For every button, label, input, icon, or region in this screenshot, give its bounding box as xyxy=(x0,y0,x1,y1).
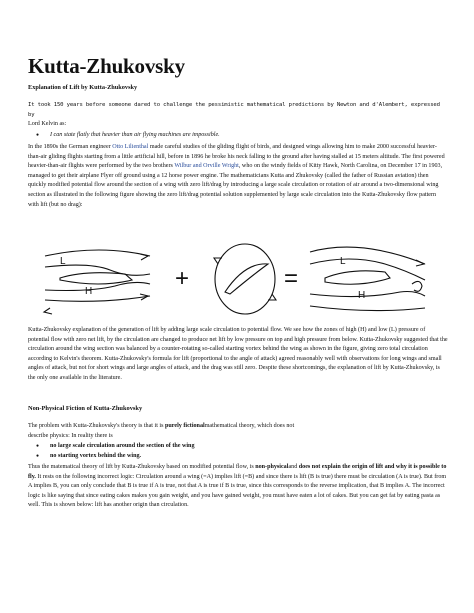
label-high-left: H xyxy=(85,286,93,297)
history-paragraph xyxy=(28,143,448,210)
page-title: Kutta-Zhukovsky xyxy=(28,54,185,78)
problem-text-bold: purely fictional xyxy=(165,423,205,429)
bullet-item-vortex xyxy=(36,452,141,461)
history-text-b: made careful studies of the gliding flight of birds, and designed wings allowing him to make 2000 successful heavier-than-air gliding flights starting from a little artificial hill, before in 1896 he broke his neck falling to the ground after having stalled at 15 meters altitude. The first powered heavier-than-air flights were performed by the two brothers xyxy=(28,144,445,170)
problem-paragraph xyxy=(28,422,448,441)
bullet-text-vortex: no starting vortex behind the wing. xyxy=(50,453,142,459)
label-low-left: L xyxy=(60,256,66,267)
kelvin-quote-item xyxy=(36,131,220,140)
kutta-zhukovsky-diagram xyxy=(40,234,430,324)
explanation-paragraph: Kutta-Zhukovsky explanation of the generation of lift by adding large scale circulation to potential flow. We see how the zones of high (H) and low (L) pressure of potential flow with zero net lift, by the circulation are changed to produce net lift by low pressure on top and high pressure from below. Kutta-Zhukovsky suggested that the circulation around the wing section was balanced by a counter-rotating so-called starting vortex behind the wing as shown in the figure, giving zero total circulation according to Kelvin's theorem. Kutta-Zhukovsky's formula for lift (proportional to the angle of attack) agreed reasonably well with observations for long wings and small angles of attack, but not for short wings and large angles of attack, and the drag was still zero. Despite these shortcomings, the explanation of lift by Kutta-Zhukovsky, is the only one available in the literature. xyxy=(28,327,448,381)
bullet-icon: ● xyxy=(36,133,40,138)
label-low-right: L xyxy=(340,256,346,267)
plus-sign: + xyxy=(175,265,190,292)
logic-text-a: Thus the matematical theory of lift by Kutta-Zhukovsky based on modified potential flow, is xyxy=(28,464,256,470)
problem-text-c: describe physics: In reality there is xyxy=(28,432,113,439)
bullet-text-circulation: no large scale circulation around the section of the wing xyxy=(50,443,195,449)
lilienthal-link[interactable]: Otto Lilienthal xyxy=(112,144,149,150)
bullet-icon: ● xyxy=(36,444,40,449)
kelvin-quote: I can state flatly that heavier than air flying machines are impossible. xyxy=(50,132,220,138)
logic-text-bold2: does not explain the origin of lift and why it is possible to fly. xyxy=(28,464,447,480)
bullet-item-circulation xyxy=(36,442,195,451)
intro-tail: Lord Kelvin as: xyxy=(28,121,67,128)
history-text-a: In the 1890s the German engineer xyxy=(28,144,113,150)
lift-flow-sketch xyxy=(310,247,425,310)
section-heading-fiction: Non-Physical Fiction of Kutta-Zhukovsky xyxy=(28,405,143,412)
equals-sign: = xyxy=(284,265,299,292)
logic-text-bold1: non-physical xyxy=(255,464,289,470)
logic-text-c: It rests on the following incorrect logic: Circulation around a wing (=A) implies lift (=B) and since there is lift (B is true) there must be circulation (A is true). But from A implies B, you can only conclude that B is true if A is true, not that A is true if B is true, since this corresponds to the reverse implication, that B implies A. The incorrect logic is like saying that since eating cakes makes you gain weight, and you have gained weight, you must have eaten a lot of cakes. But you can get fat by eating pasta as well. This is shown below: lift has another origin than circulation. xyxy=(28,473,447,509)
intro-handwritten-text: It took 150 years before someone dared to challenge the pessimistic mathematical predictions by Newton and d'Alembert, expressed by xyxy=(28,102,440,118)
label-high-right: H xyxy=(358,290,366,301)
problem-text-b: mathematical theory, which does not xyxy=(204,423,295,429)
problem-text-a: The problem with Kutta-Zhukovsky's theory is that it is xyxy=(28,423,166,429)
wright-brothers-link[interactable]: Wilbur and Orville Wright xyxy=(174,163,239,170)
logic-text-b: and xyxy=(288,464,299,470)
page-subtitle: Explanation of Lift by Kutta-Zhukovsky xyxy=(28,84,138,91)
circulation-sketch xyxy=(214,244,276,314)
bullet-icon: ● xyxy=(36,454,40,459)
logic-paragraph xyxy=(28,463,448,511)
intro-paragraph xyxy=(28,101,448,130)
history-text-c: , who on the windy fields of Kitty Hawk, North Carolina, on December 17 in 1903, managed to get their airplane Flyer off ground using a 12 horse power engine. The mathematicians Kutta and Zhukovsky (called the father of Russian aviation) then quickly modified potential flow around the section of a wing with zero lift/drag by introducing a large scale circulation or rotation of air around a two-dimensional wing section as illustrated in the following figure showing the zero lift/drag potential solution supplemented by large scale circulation into the Kutta-Zhukovsky flow pattern with lift (but no drag): xyxy=(28,163,443,208)
